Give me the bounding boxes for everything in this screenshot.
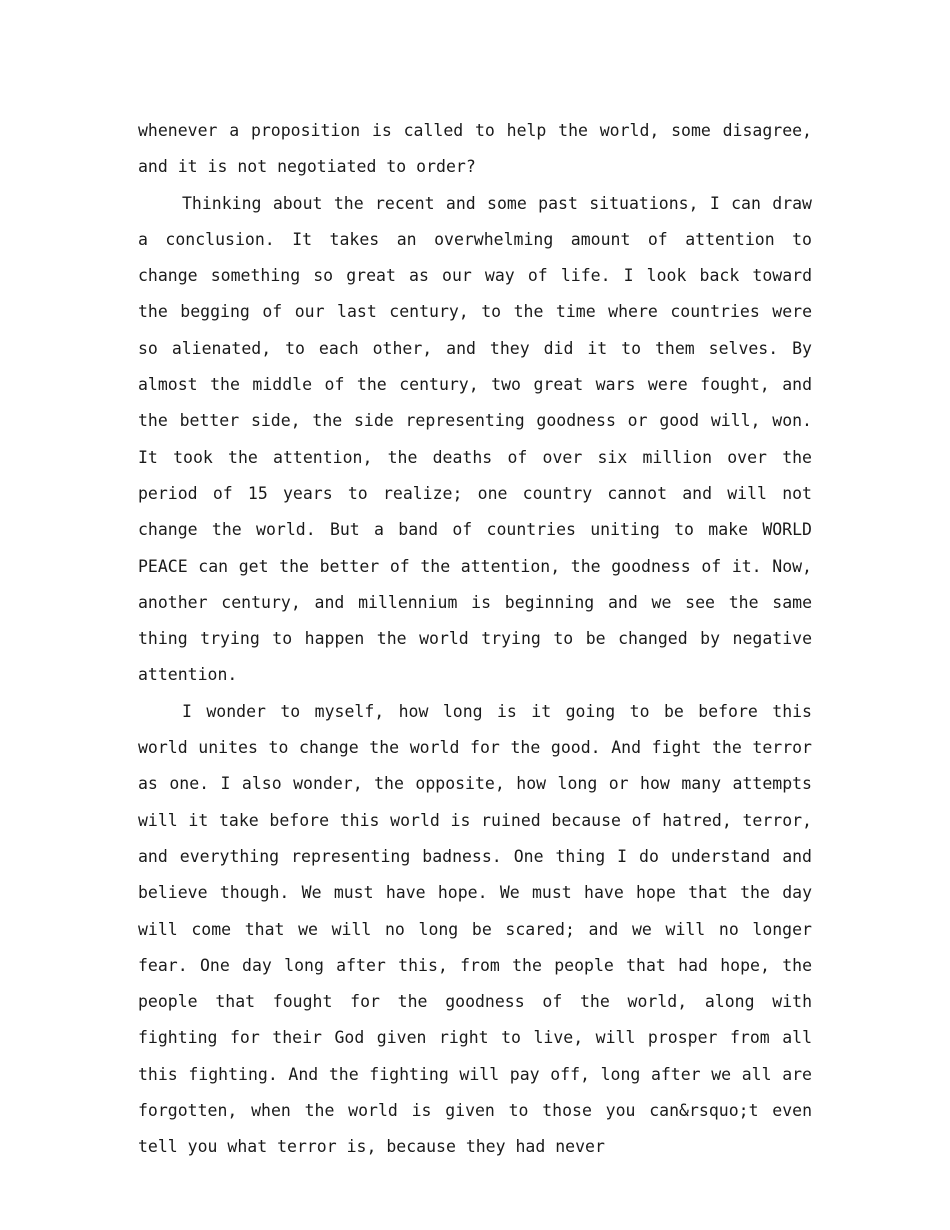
paragraph-hope: I wonder to myself, how long is it going to be before this world unites to change the world for the good. And fight the terror as one. I also wonder, the opposite, how long or how many attempts will it take before this world is ruined because of hatred, terror, and everything representing badness. One thing I do understand and believe though. We must have hope. We must have hope that the day will come that we will no long be scared; and we will no longer fear. One day long after this, from the people that had hope, the people that fought for the goodness of the world, along with fighting for their God given right to live, will prosper from all this fighting. And the fighting will pay off, long after we all are forgotten, when the world is given to those you can&rsquo;t even tell you what terror is, because they had never bbox=[138, 701, 812, 1157]
body-text bbox=[138, 113, 812, 1166]
paragraph-continuation: whenever a proposition is called to help the world, some disagree, and it is not negotiated to order? bbox=[138, 121, 812, 177]
paragraph-conclusion: Thinking about the recent and some past situations, I can draw a conclusion. It takes an overwhelming amount of attention to change something so great as our way of life. I look back toward the begging of our last century, to the time where countries were so alienated, to each other, and they did it to them selves. By almost the middle of the century, two great wars were fought, and the better side, the side representing goodness or good will, won. It took the attention, the deaths of over six million over the period of 15 years to realize; one country cannot and will not change the world. But a band of countries uniting to make WORLD PEACE can get the better of the attention, the goodness of it. Now, another century, and millennium is beginning and we see the same thing trying to happen the world trying to be changed by negative attention. bbox=[138, 193, 812, 685]
